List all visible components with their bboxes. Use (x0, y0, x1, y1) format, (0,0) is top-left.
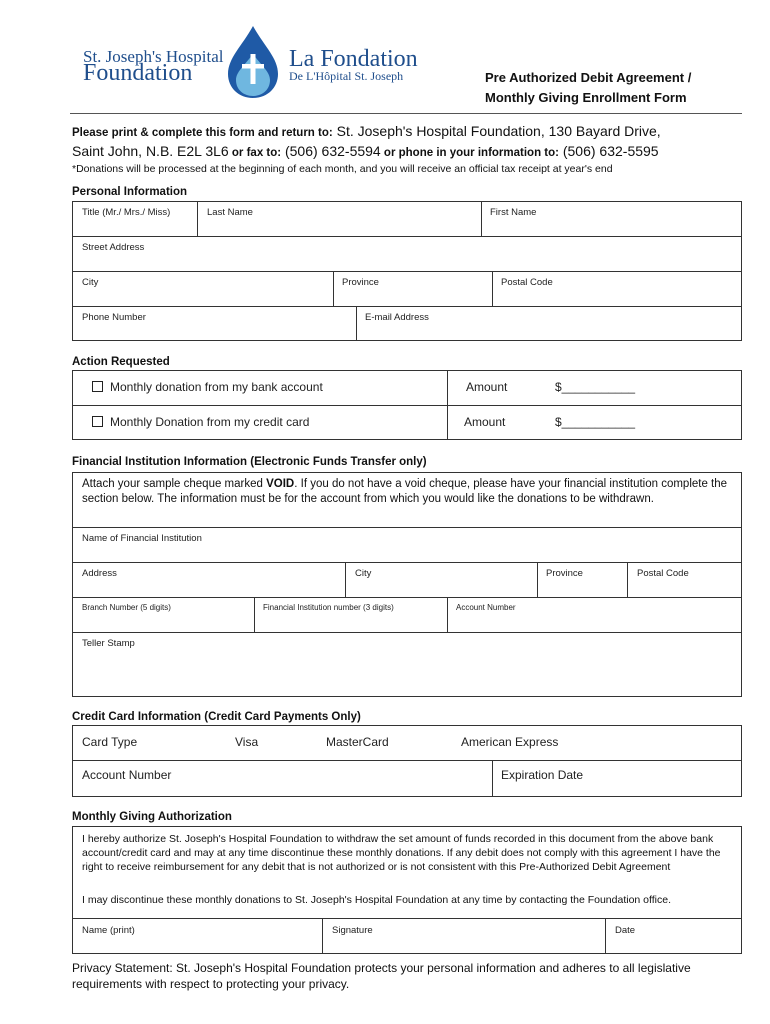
divider (72, 306, 742, 307)
city-field[interactable]: City (82, 277, 99, 288)
divider (72, 597, 742, 598)
void-emphasis: VOID (266, 478, 295, 490)
divider (72, 562, 742, 563)
bank-account-option-label: Monthly donation from my bank account (110, 380, 323, 394)
divider (345, 562, 346, 597)
mastercard-option[interactable]: MasterCard (326, 735, 389, 749)
authorization-text: I hereby authorize St. Joseph's Hospital Foundation to withdraw the set amount of funds recorded in this document from the above bank account/credit card and may at any time discontinue these monthly donations. If any debit does not comply with this agreement I have the right to receive reimbursement for any debit that is not authorized or is not consistent with this Pre-Authorized Debit Agreement (82, 833, 721, 873)
divider (605, 918, 606, 954)
divider (447, 370, 448, 440)
return-address-line2: Saint John, N.B. E2L 3L6 (72, 143, 229, 159)
amex-option[interactable]: American Express (461, 735, 559, 749)
divider (72, 760, 742, 761)
card-amount-field[interactable]: $___________ (555, 415, 636, 429)
name-print-field[interactable]: Name (print) (82, 925, 135, 936)
return-instructions (72, 122, 752, 162)
card-type-label: Card Type (82, 735, 138, 749)
title-field[interactable]: Title (Mr./ Mrs./ Miss) (82, 207, 171, 218)
institution-name-field[interactable]: Name of Financial Institution (82, 533, 202, 544)
credit-card-heading: Credit Card Information (Credit Card Payments Only) (72, 711, 361, 723)
fax-number: (506) 632-5594 (281, 143, 381, 159)
card-account-number-field[interactable]: Account Number (82, 768, 172, 782)
divider (627, 562, 628, 597)
foundation-logo-icon (222, 24, 284, 100)
divider (447, 597, 448, 632)
logo-text-french-line2: De L'Hôpital St. Joseph (289, 69, 404, 83)
teller-stamp-field[interactable]: Teller Stamp (82, 638, 135, 649)
account-number-field[interactable]: Account Number (456, 603, 516, 612)
bank-address-field[interactable]: Address (82, 568, 117, 579)
email-field[interactable]: E-mail Address (365, 312, 429, 323)
divider (72, 632, 742, 633)
bank-city-field[interactable]: City (355, 568, 372, 579)
discontinue-text: I may discontinue these monthly donations to St. Joseph's Hospital Foundation at any time by contacting the Foundation office. (82, 894, 671, 906)
divider (72, 405, 742, 406)
bank-postal-code-field[interactable]: Postal Code (637, 568, 689, 579)
financial-institution-heading: Financial Institution Information (Electronic Funds Transfer only) (72, 456, 427, 468)
form-title-line1: Pre Authorized Debit Agreement / (485, 70, 692, 85)
bank-account-checkbox[interactable] (92, 381, 103, 392)
personal-info-heading: Personal Information (72, 186, 188, 198)
phone-number: (506) 632-5595 (558, 143, 659, 159)
bank-amount-field[interactable]: $___________ (555, 380, 636, 394)
credit-card-checkbox[interactable] (92, 416, 103, 427)
visa-option[interactable]: Visa (235, 735, 259, 749)
branch-number-field[interactable]: Branch Number (5 digits) (82, 603, 171, 612)
logo-text-english-line1: St. Joseph's Hospital (83, 47, 224, 66)
divider (481, 201, 482, 236)
phone-label: or phone in your information to: (380, 147, 559, 159)
signature-field[interactable]: Signature (332, 925, 373, 936)
form-title-line2: Monthly Giving Enrollment Form (485, 90, 687, 105)
credit-card-option-label: Monthly Donation from my credit card (110, 415, 310, 429)
processing-note: *Donations will be processed at the beginning of each month, and you will receive an official tax receipt at year's end (72, 163, 613, 175)
postal-code-field[interactable]: Postal Code (501, 277, 553, 288)
last-name-field[interactable]: Last Name (207, 207, 253, 218)
logo-text-french-line1: La Fondation (289, 46, 418, 72)
form-title (485, 68, 691, 108)
divider (254, 597, 255, 632)
header-divider (70, 113, 742, 114)
intro-text-b: . If you do not have a void cheque, please have your financial institution complete the section below. The information must be for the account from which you would like the donations to be withdrawn. (82, 478, 728, 505)
logo-text-english-line2: Foundation (83, 60, 193, 86)
divider (356, 306, 357, 341)
divider (72, 271, 742, 272)
divider (333, 271, 334, 306)
divider (197, 201, 198, 236)
institution-number-field[interactable]: Financial Institution number (3 digits) (263, 603, 394, 612)
return-address-line1: St. Joseph's Hospital Foundation, 130 Bayard Drive, (332, 123, 661, 139)
divider (492, 760, 493, 797)
void-cheque-instructions (82, 477, 732, 506)
expiration-date-field[interactable]: Expiration Date (501, 768, 584, 782)
street-address-field[interactable]: Street Address (82, 242, 145, 253)
divider (72, 527, 742, 528)
action-requested-heading: Action Requested (72, 356, 170, 368)
divider (72, 236, 742, 237)
phone-number-field[interactable]: Phone Number (82, 312, 146, 323)
divider (72, 918, 742, 919)
divider (537, 562, 538, 597)
date-field[interactable]: Date (615, 925, 636, 936)
privacy-statement: Privacy Statement: St. Joseph's Hospital Foundation protects your personal information and adheres to all legislative requirements with respect to protecting your privacy. (72, 961, 691, 991)
fax-label: or fax to: (228, 147, 282, 159)
divider (492, 271, 493, 306)
authorization-heading: Monthly Giving Authorization (72, 811, 232, 823)
instructions-lead: Please print & complete this form and return to: (72, 127, 333, 139)
amount-label: Amount (466, 380, 508, 394)
first-name-field[interactable]: First Name (490, 207, 537, 218)
bank-province-field[interactable]: Province (546, 568, 583, 579)
amount-label: Amount (464, 415, 506, 429)
intro-text-a: Attach your sample cheque marked (82, 478, 267, 490)
divider (322, 918, 323, 954)
province-field[interactable]: Province (342, 277, 379, 288)
